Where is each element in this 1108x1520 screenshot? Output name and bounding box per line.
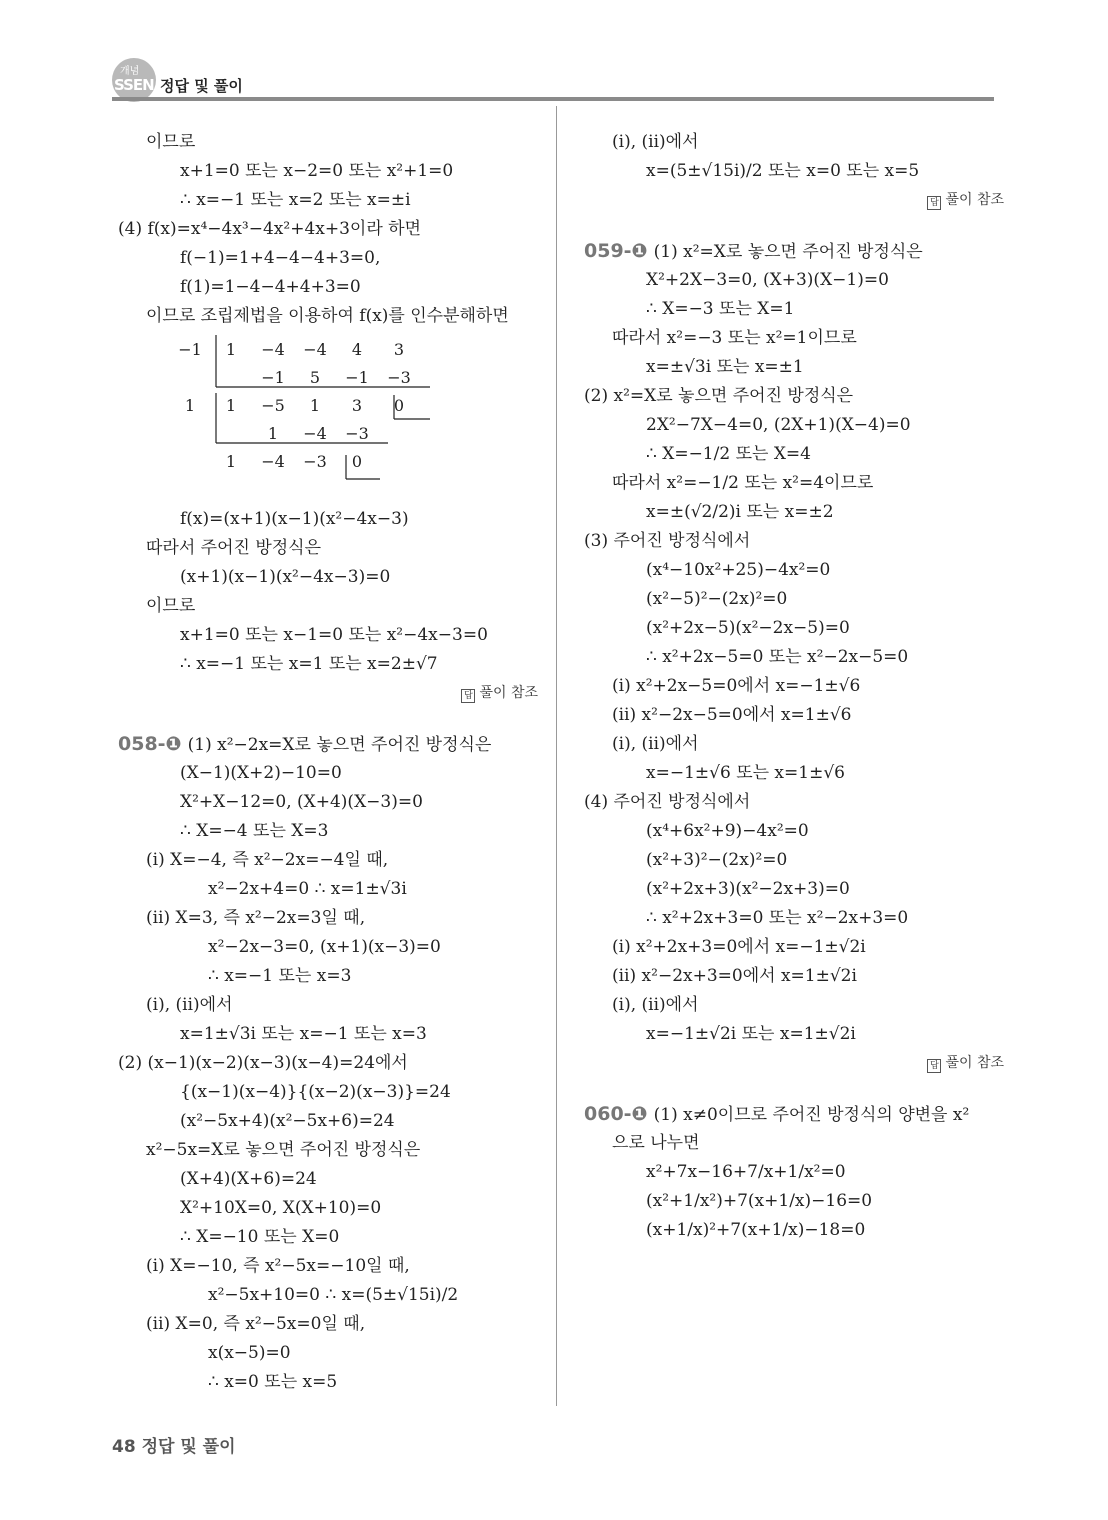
reference-label: 풀이 참조 (479, 685, 538, 701)
synthetic-cell (170, 447, 210, 475)
answer-icon: 답 (927, 196, 941, 210)
solution-line: 이므로 조립제법을 이용하여 f(x)를 인수분해하면 (146, 306, 509, 326)
problem-number: 060-❶ (584, 1103, 648, 1125)
solution-line: (x²+2x−5)(x²−2x−5)=0 (646, 618, 850, 638)
left-block-2 (118, 505, 538, 679)
solution-line: x=(5±√15i)/2 또는 x=0 또는 x=5 (646, 161, 920, 181)
synthetic-row (170, 335, 420, 363)
synthetic-cell: −3 (387, 367, 411, 387)
solution-line: (ⅰ), (ⅱ)에서 (146, 995, 233, 1015)
solution-line: ∴ x=−1 또는 x=1 또는 x=2±√7 (180, 654, 438, 674)
left-block-3 (118, 759, 538, 1397)
synthetic-cell: 1 (309, 395, 321, 415)
answer-icon: 답 (461, 689, 475, 703)
synthetic-cell: 4 (351, 339, 363, 359)
synthetic-row (170, 447, 420, 475)
problem-first-line: (1) x²−2x=X로 놓으면 주어진 방정식은 (187, 735, 492, 755)
solution-line: x=±√3i 또는 x=±1 (646, 357, 804, 377)
synthetic-cell: −4 (261, 451, 285, 471)
solution-line: X²+2X−3=0, (X+3)(X−1)=0 (646, 270, 889, 290)
solution-line: (2) (x−1)(x−2)(x−3)(x−4)=24에서 (118, 1053, 408, 1073)
synthetic-cell: −4 (303, 339, 327, 359)
solution-line: 따라서 x²=−3 또는 x²=1이므로 (612, 328, 857, 348)
solution-line: 따라서 x²=−1/2 또는 x²=4이므로 (612, 473, 874, 493)
synthetic-cell: 0 (351, 451, 363, 471)
synthetic-cell: 3 (393, 339, 405, 359)
solution-line: x²−2x−3=0, (x+1)(x−3)=0 (208, 937, 441, 957)
problem-059-header (584, 237, 1004, 266)
right-block-2 (584, 266, 1004, 1049)
solution-line: X²+10X=0, X(X+10)=0 (180, 1198, 382, 1218)
solution-line: x=±(√2/2)i 또는 x=±2 (646, 502, 834, 522)
synthetic-cell: 0 (393, 395, 405, 415)
reference-label: 풀이 참조 (945, 192, 1004, 208)
solution-line: x²−2x+4=0 ∴ x=1±√3i (208, 879, 407, 899)
solution-line: (2) x²=X로 놓으면 주어진 방정식은 (584, 386, 854, 406)
synthetic-cell: 1 (225, 339, 237, 359)
solution-line: (x+1/x)²+7(x+1/x)−18=0 (646, 1220, 866, 1240)
synthetic-cell (170, 419, 210, 447)
logo-top-text: 개념 (120, 66, 140, 77)
synthetic-cell (210, 419, 252, 447)
right-column (584, 128, 1004, 1245)
synthetic-cell: 1 (184, 395, 196, 415)
solution-line: ∴ X=−4 또는 X=3 (180, 821, 329, 841)
solution-line: ∴ X=−1/2 또는 X=4 (646, 444, 811, 464)
solution-line: x+1=0 또는 x−2=0 또는 x²+1=0 (180, 161, 454, 181)
solution-line: (ⅰ), (ⅱ)에서 (612, 995, 699, 1015)
synthetic-cell: −4 (261, 339, 285, 359)
solution-line: x²−5x+10=0 ∴ x=(5±√15i)/2 (208, 1285, 459, 1305)
solution-line: (x²−5x+4)(x²−5x+6)=24 (180, 1111, 395, 1131)
synthetic-cell: −1 (261, 367, 285, 387)
solution-line: (X+4)(X+6)=24 (180, 1169, 317, 1189)
logo (112, 58, 156, 102)
synthetic-cell: −3 (345, 423, 369, 443)
synthetic-cell: −3 (303, 451, 327, 471)
left-block-1 (118, 128, 538, 331)
solution-line: (ⅱ) x²−2x+3=0에서 x=1±√2i (612, 966, 857, 986)
synthetic-division-table (118, 331, 538, 505)
solution-line: 이므로 (146, 132, 196, 152)
left-column (118, 128, 538, 1397)
synthetic-cell: −1 (345, 367, 369, 387)
solution-line: (ⅱ) X=3, 즉 x²−2x=3일 때, (146, 908, 366, 928)
solution-line: (X−1)(X+2)−10=0 (180, 763, 342, 783)
solution-line: ∴ X=−3 또는 X=1 (646, 299, 795, 319)
answer-reference (584, 1049, 1004, 1078)
synthetic-cell: 5 (309, 367, 321, 387)
problem-first-line: (1) x≠0이므로 주어진 방정식의 양변을 x² (653, 1105, 970, 1125)
solution-line: x=1±√3i 또는 x=−1 또는 x=3 (180, 1024, 427, 1044)
solution-line: x(x−5)=0 (208, 1343, 291, 1363)
reference-label: 풀이 참조 (945, 1055, 1004, 1071)
logo-bottom-text: SSEN (114, 76, 154, 94)
answer-reference (584, 186, 1004, 215)
solution-line: x+1=0 또는 x−1=0 또는 x²−4x−3=0 (180, 625, 488, 645)
problem-number: 059-❶ (584, 240, 648, 262)
solution-line: (ⅱ) x²−2x−5=0에서 x=1±√6 (612, 705, 852, 725)
problem-number: 058-❶ (118, 733, 182, 755)
solution-line: (x²+1/x²)+7(x+1/x)−16=0 (646, 1191, 873, 1211)
synthetic-row (170, 363, 420, 391)
page-header (0, 0, 1108, 110)
page-footer: 48 정답 및 풀이 (112, 1437, 236, 1457)
synthetic-cell (170, 363, 210, 391)
solution-line: (x⁴+6x²+9)−4x²=0 (646, 821, 809, 841)
solution-line: (ⅰ) X=−4, 즉 x²−2x=−4일 때, (146, 850, 389, 870)
synthetic-cell: 1 (225, 451, 237, 471)
solution-line: (ⅱ) X=0, 즉 x²−5x=0일 때, (146, 1314, 366, 1334)
solution-line: {(x−1)(x−4)}{(x−2)(x−3)}=24 (180, 1082, 451, 1102)
synthetic-cell (378, 447, 420, 475)
solution-line: 2X²−7X−4=0, (2X+1)(X−4)=0 (646, 415, 911, 435)
solution-line: ∴ x=−1 또는 x=3 (208, 966, 352, 986)
solution-line: (x²+3)²−(2x)²=0 (646, 850, 788, 870)
header-title: 정답 및 풀이 (160, 77, 243, 95)
solution-line: ∴ X=−10 또는 X=0 (180, 1227, 340, 1247)
solution-line: (3) 주어진 방정식에서 (584, 531, 751, 551)
solution-line: X²+X−12=0, (X+4)(X−3)=0 (180, 792, 423, 812)
solution-line: x=−1±√6 또는 x=1±√6 (646, 763, 845, 783)
synthetic-cell: 3 (351, 395, 363, 415)
problem-first-line: (1) x²=X로 놓으면 주어진 방정식은 (653, 242, 923, 262)
synthetic-cell (378, 419, 420, 447)
solution-line: 이므로 (146, 596, 196, 616)
solution-line: (ⅰ) x²+2x−5=0에서 x=−1±√6 (612, 676, 861, 696)
solution-line: (x⁴−10x²+25)−4x²=0 (646, 560, 831, 580)
solution-line: x²−5x=X로 놓으면 주어진 방정식은 (146, 1140, 421, 1160)
solution-line: ∴ x=−1 또는 x=2 또는 x=±i (180, 190, 411, 210)
solution-line: f(x)=(x+1)(x−1)(x²−4x−3) (180, 509, 409, 529)
solution-line: 으로 나누면 (612, 1133, 700, 1153)
synthetic-cell (210, 363, 252, 391)
synthetic-row (170, 419, 420, 447)
solution-line: f(1)=1−4−4+4+3=0 (180, 277, 361, 297)
synthetic-cell: −4 (303, 423, 327, 443)
solution-line: ∴ x²+2x−5=0 또는 x²−2x−5=0 (646, 647, 909, 667)
synthetic-cell: 1 (267, 423, 279, 443)
solution-line: (x²+2x+3)(x²−2x+3)=0 (646, 879, 850, 899)
answer-icon: 답 (927, 1059, 941, 1073)
column-divider (556, 106, 557, 1406)
solution-line: x=−1±√2i 또는 x=1±√2i (646, 1024, 856, 1044)
solution-line: (x²−5)²−(2x)²=0 (646, 589, 788, 609)
solution-line: 따라서 주어진 방정식은 (146, 538, 322, 558)
solution-line: ∴ x=0 또는 x=5 (208, 1372, 338, 1392)
right-block-3 (584, 1129, 1004, 1245)
problem-058-header (118, 730, 538, 759)
solution-line: (ⅰ) x²+2x+3=0에서 x=−1±√2i (612, 937, 866, 957)
solution-line: (ⅰ) X=−10, 즉 x²−5x=−10일 때, (146, 1256, 410, 1276)
solution-line: ∴ x²+2x+3=0 또는 x²−2x+3=0 (646, 908, 909, 928)
synthetic-cell: 1 (225, 395, 237, 415)
synthetic-row (170, 391, 420, 419)
solution-line: (ⅰ), (ⅱ)에서 (612, 734, 699, 754)
header-rule (112, 97, 994, 101)
answer-reference (118, 679, 538, 708)
solution-line: (4) 주어진 방정식에서 (584, 792, 751, 812)
solution-line: (4) f(x)=x⁴−4x³−4x²+4x+3이라 하면 (118, 219, 421, 239)
solution-line: (ⅰ), (ⅱ)에서 (612, 132, 699, 152)
synthetic-cell: −1 (178, 339, 202, 359)
solution-line: f(−1)=1+4−4−4+3=0, (180, 248, 381, 268)
right-block-1 (584, 128, 1004, 186)
solution-line: (x+1)(x−1)(x²−4x−3)=0 (180, 567, 391, 587)
solution-line: x²+7x−16+7/x+1/x²=0 (646, 1162, 846, 1182)
synthetic-cell: −5 (261, 395, 285, 415)
problem-060-header (584, 1100, 1004, 1129)
